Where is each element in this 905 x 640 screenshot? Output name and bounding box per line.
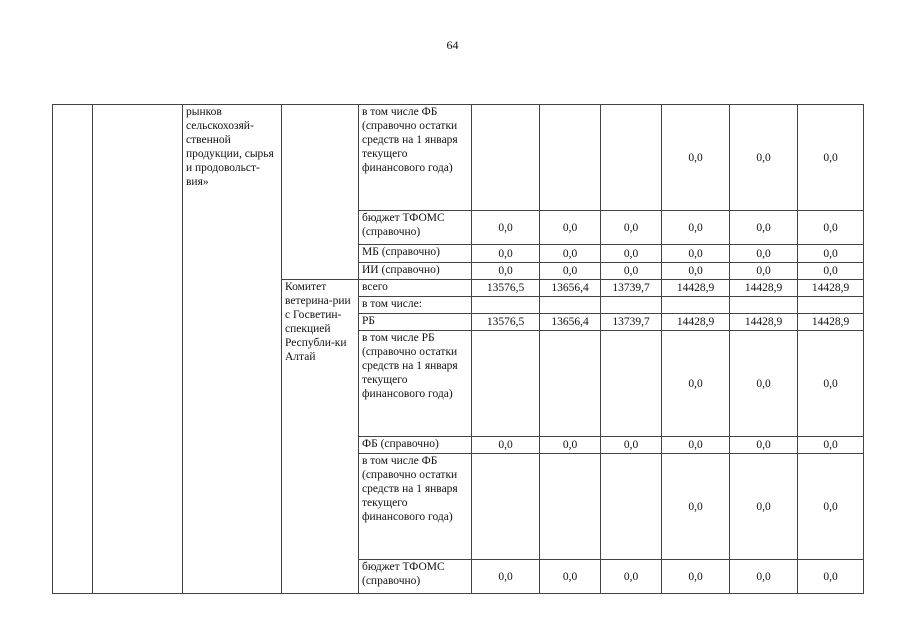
value-cell xyxy=(540,297,601,314)
row-label: в том числе ФБ (справочно остатки средств на 1 января текущего финансового года) xyxy=(359,105,472,211)
value-cell: 0,0 xyxy=(601,560,662,594)
value-cell: 0,0 xyxy=(472,437,540,454)
value-cell: 0,0 xyxy=(662,331,730,437)
value-cell: 0,0 xyxy=(540,437,601,454)
value-cell: 0,0 xyxy=(472,263,540,280)
value-cell xyxy=(601,454,662,560)
value-cell xyxy=(540,454,601,560)
row-label: МБ (справочно) xyxy=(359,245,472,263)
value-cell: 0,0 xyxy=(472,560,540,594)
value-cell xyxy=(540,331,601,437)
value-cell: 14428,9 xyxy=(662,314,730,331)
program-name-cell: рынков сельскохозяй-ственной продукции, сырья и продовольст-вия» xyxy=(183,105,282,594)
value-cell xyxy=(730,297,798,314)
row-label: в том числе: xyxy=(359,297,472,314)
value-cell: 0,0 xyxy=(798,454,864,560)
row-label: РБ xyxy=(359,314,472,331)
value-cell xyxy=(472,297,540,314)
value-cell: 0,0 xyxy=(472,245,540,263)
row-label: ИИ (справочно) xyxy=(359,263,472,280)
budget-table xyxy=(52,104,864,594)
value-cell: 0,0 xyxy=(540,560,601,594)
row-label: бюджет ТФОМС (справочно) xyxy=(359,560,472,594)
value-cell xyxy=(601,331,662,437)
value-cell: 13656,4 xyxy=(540,280,601,297)
value-cell: 0,0 xyxy=(730,437,798,454)
executor-cell: Комитет ветерина-рии с Госветин-спекцией Республи-ки Алтай xyxy=(282,280,359,594)
value-cell xyxy=(472,454,540,560)
value-cell: 0,0 xyxy=(662,211,730,245)
value-cell: 0,0 xyxy=(730,454,798,560)
value-cell: 0,0 xyxy=(662,560,730,594)
value-cell: 0,0 xyxy=(798,331,864,437)
value-cell: 0,0 xyxy=(730,245,798,263)
value-cell: 0,0 xyxy=(472,211,540,245)
value-cell: 14428,9 xyxy=(798,280,864,297)
value-cell: 0,0 xyxy=(798,560,864,594)
number-column-cell xyxy=(53,105,93,594)
value-cell xyxy=(601,297,662,314)
value-cell: 13576,5 xyxy=(472,314,540,331)
value-cell: 0,0 xyxy=(730,331,798,437)
value-cell: 0,0 xyxy=(601,245,662,263)
value-cell: 0,0 xyxy=(540,211,601,245)
value-cell: 0,0 xyxy=(662,263,730,280)
value-cell: 0,0 xyxy=(798,245,864,263)
value-cell: 14428,9 xyxy=(662,280,730,297)
value-cell xyxy=(472,105,540,211)
row-label: бюджет ТФОМС (справочно) xyxy=(359,211,472,245)
value-cell: 0,0 xyxy=(730,105,798,211)
row-label: в том числе ФБ (справочно остатки средств на 1 января текущего финансового года) xyxy=(359,454,472,560)
value-cell xyxy=(540,105,601,211)
row-label: в том числе РБ (справочно остатки средств на 1 января текущего финансового года) xyxy=(359,331,472,437)
value-cell: 0,0 xyxy=(798,437,864,454)
value-cell: 0,0 xyxy=(601,211,662,245)
value-cell: 0,0 xyxy=(601,437,662,454)
value-cell: 0,0 xyxy=(798,263,864,280)
group1-row xyxy=(53,105,864,211)
executor-cell-previous xyxy=(282,105,359,280)
row-label: всего xyxy=(359,280,472,297)
value-cell: 0,0 xyxy=(798,211,864,245)
row-label: ФБ (справочно) xyxy=(359,437,472,454)
value-cell: 13576,5 xyxy=(472,280,540,297)
value-cell: 0,0 xyxy=(662,437,730,454)
page-number: 64 xyxy=(446,38,459,52)
value-cell: 13656,4 xyxy=(540,314,601,331)
value-cell xyxy=(472,331,540,437)
value-cell: 0,0 xyxy=(730,263,798,280)
name-column-cell xyxy=(93,105,183,594)
value-cell: 13739,7 xyxy=(601,280,662,297)
value-cell: 0,0 xyxy=(730,560,798,594)
value-cell: 14428,9 xyxy=(730,314,798,331)
value-cell: 0,0 xyxy=(601,263,662,280)
value-cell: 0,0 xyxy=(540,263,601,280)
value-cell xyxy=(798,297,864,314)
value-cell xyxy=(662,297,730,314)
value-cell: 0,0 xyxy=(730,211,798,245)
value-cell: 14428,9 xyxy=(798,314,864,331)
value-cell: 0,0 xyxy=(540,245,601,263)
value-cell: 14428,9 xyxy=(730,280,798,297)
value-cell: 0,0 xyxy=(662,454,730,560)
value-cell: 13739,7 xyxy=(601,314,662,331)
value-cell xyxy=(601,105,662,211)
value-cell: 0,0 xyxy=(662,105,730,211)
value-cell: 0,0 xyxy=(662,245,730,263)
value-cell: 0,0 xyxy=(798,105,864,211)
